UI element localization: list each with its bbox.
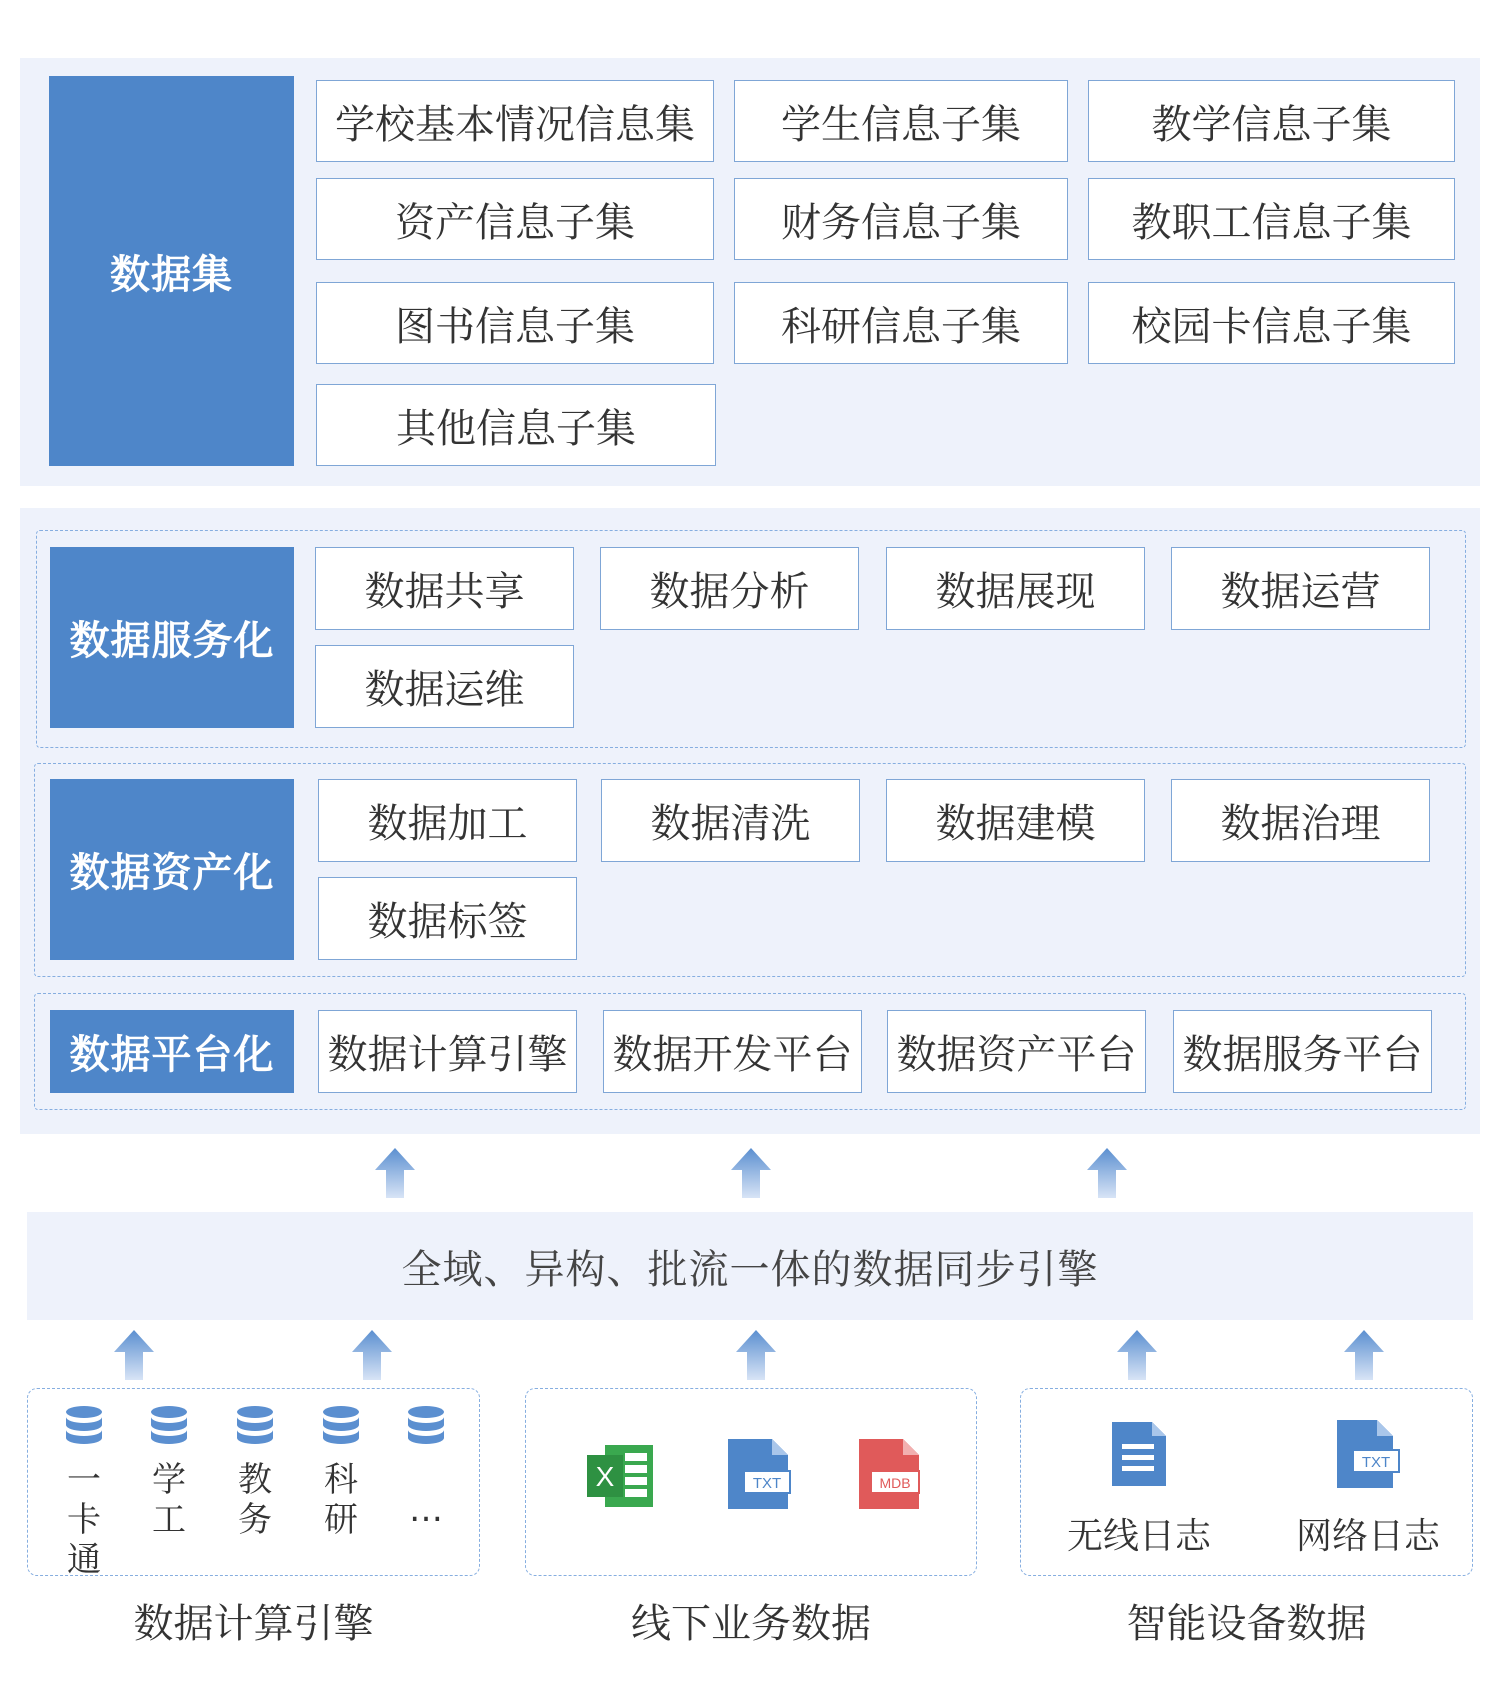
dataset-item: 教职工信息子集	[1088, 178, 1455, 260]
txt-file-icon	[726, 1437, 792, 1511]
offline-source-label: 线下业务数据	[631, 1601, 871, 1647]
db-label: 科研	[324, 1460, 358, 1540]
service-title: 数据服务化	[50, 547, 294, 728]
dataset-item: 学生信息子集	[734, 80, 1068, 162]
platform-title: 数据平台化	[50, 1010, 294, 1093]
excel-letter: X	[595, 1461, 615, 1492]
dataset-item: 财务信息子集	[734, 178, 1068, 260]
platform-item: 数据服务平台	[1173, 1010, 1432, 1093]
up-arrow-icon	[1087, 1148, 1127, 1198]
platform-item: 数据计算引擎	[318, 1010, 577, 1093]
service-item: 数据分析	[600, 547, 859, 630]
device-source-label: 智能设备数据	[1126, 1601, 1367, 1647]
up-arrow-icon	[1117, 1330, 1157, 1380]
dataset-title: 数据集	[49, 76, 294, 466]
database-icon	[407, 1405, 445, 1451]
up-arrow-icon	[731, 1148, 771, 1198]
database-icon	[65, 1405, 103, 1451]
database-icon	[236, 1405, 274, 1451]
dataset-item: 教学信息子集	[1088, 80, 1455, 162]
dataset-item: 图书信息子集	[316, 282, 714, 364]
sync-engine-bar: 全域、异构、批流一体的数据同步引擎	[27, 1212, 1473, 1320]
txt-tag: TXT	[752, 1475, 782, 1492]
log-label: 无线日志	[1066, 1516, 1211, 1557]
dataset-item: 校园卡信息子集	[1088, 282, 1455, 364]
dataset-item: 科研信息子集	[734, 282, 1068, 364]
asset-item: 数据清洗	[601, 779, 860, 862]
mdb-tag: MDB	[879, 1475, 911, 1491]
asset-item: 数据建模	[886, 779, 1145, 862]
asset-title: 数据资产化	[50, 779, 294, 960]
platform-item: 数据资产平台	[887, 1010, 1146, 1093]
platform-item: 数据开发平台	[603, 1010, 862, 1093]
database-icon	[322, 1405, 360, 1451]
dataset-item: 学校基本情况信息集	[316, 80, 714, 162]
txt-log-tag: TXT	[1361, 1454, 1391, 1471]
service-item: 数据运营	[1171, 547, 1430, 630]
db-label: 一卡通	[67, 1460, 101, 1580]
dataset-item: 资产信息子集	[316, 178, 714, 260]
up-arrow-icon	[1344, 1330, 1384, 1380]
db-label: 学工	[152, 1460, 186, 1540]
service-item: 数据展现	[886, 547, 1145, 630]
up-arrow-icon	[114, 1330, 154, 1380]
up-arrow-icon	[736, 1330, 776, 1380]
asset-item: 数据治理	[1171, 779, 1430, 862]
document-icon	[1110, 1420, 1168, 1488]
log-label: 网络日志	[1295, 1516, 1440, 1557]
service-item: 数据共享	[315, 547, 574, 630]
asset-item: 数据加工	[318, 779, 577, 862]
db-label: …	[409, 1490, 443, 1530]
asset-item: 数据标签	[318, 877, 577, 960]
excel-file-icon	[585, 1443, 655, 1509]
up-arrow-icon	[352, 1330, 392, 1380]
txt-log-icon	[1335, 1418, 1401, 1490]
mdb-file-icon	[857, 1437, 923, 1511]
compute-source-label: 数据计算引擎	[133, 1601, 374, 1647]
dataset-item: 其他信息子集	[316, 384, 716, 466]
service-item: 数据运维	[315, 645, 574, 728]
up-arrow-icon	[375, 1148, 415, 1198]
db-label: 教务	[238, 1460, 272, 1540]
database-icon	[150, 1405, 188, 1451]
